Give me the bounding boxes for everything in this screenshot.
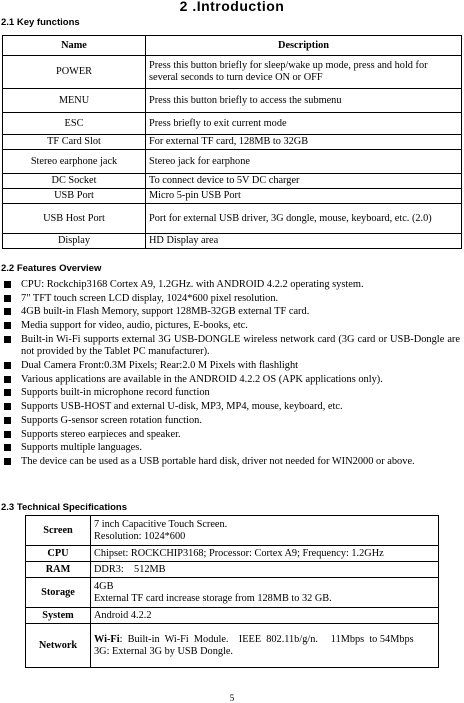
page-number: 5 (229, 693, 235, 703)
spec-line (94, 634, 435, 646)
feature-text: Various applications are available in the ANDROID 4.2.2 OS (APK applications only). (21, 373, 383, 385)
feature-text: Built-in Wi-Fi supports external 3G USB-DONGLE wireless network card (3G card or USB-Dongle are not provided by the Tablet PC manufacturer). (21, 333, 460, 358)
spec-label: System (26, 608, 91, 624)
table-row (3, 204, 462, 234)
list-item (4, 279, 460, 291)
list-item (4, 320, 460, 332)
list-item (4, 442, 460, 454)
square-bullet-icon (4, 281, 11, 288)
list-item (4, 387, 460, 399)
list-item (4, 293, 460, 305)
features-list (4, 279, 460, 470)
spec-value (91, 578, 439, 608)
feature-text: Supports USB-HOST and external U-disk, MP3, MP4, mouse, keyboard, etc. (21, 401, 343, 413)
key-name: ESC (3, 113, 146, 135)
column-header-name: Name (3, 36, 146, 56)
square-bullet-icon (4, 322, 11, 329)
square-bullet-icon (4, 431, 11, 438)
table-row (26, 608, 439, 624)
feature-text: CPU: Rockchip3168 Cortex A9, 1.2GHz. with ANDROID 4.2.2 operating system. (21, 279, 364, 290)
section-heading-features: 2.2 Features Overview (1, 263, 102, 274)
wifi-label: Wi-Fi (94, 633, 120, 645)
feature-text: Media support for video, audio, pictures, E-books, etc. (21, 320, 248, 332)
section-heading-specifications: 2.3 Technical Specifications (1, 502, 128, 513)
square-bullet-icon (4, 336, 11, 343)
table-header-row (3, 36, 462, 56)
key-name: POWER (3, 56, 146, 89)
key-description: For external TF card, 128MB to 32GB (146, 135, 462, 150)
key-description: Press briefly to exit current mode (146, 113, 462, 135)
table-row (3, 174, 462, 189)
key-functions-table (2, 35, 462, 249)
table-row (3, 234, 462, 249)
key-name: Display (3, 234, 146, 249)
table-row (3, 150, 462, 174)
spec-value: Chipset: ROCKCHIP3168; Processor: Cortex A9; Frequency: 1.2GHz (91, 546, 439, 562)
list-item (4, 429, 460, 441)
table-row (26, 546, 439, 562)
spec-line: 4GB (94, 580, 114, 592)
key-description: To connect device to 5V DC charger (146, 174, 462, 189)
feature-text: 4GB built-in Flash Memory, support 128MB-32GB external TF card. (21, 306, 310, 318)
table-row (26, 516, 439, 546)
list-item (4, 415, 460, 427)
column-header-description: Description (146, 36, 462, 56)
list-item (4, 360, 460, 372)
feature-text: 7" TFT touch screen LCD display, 1024*600 pixel resolution. (21, 292, 279, 304)
feature-text: Supports built-in microphone record function (21, 387, 210, 399)
feature-text: Dual Camera Front:0.3M Pixels; Rear:2.0 M Pixels with flashlight (21, 359, 299, 371)
square-bullet-icon (4, 376, 11, 383)
table-row (26, 562, 439, 578)
table-row (3, 189, 462, 204)
wifi-text: : Built-in Wi-Fi Module. IEEE 802.11b/g/n. 11Mbps to 54Mbps (119, 633, 414, 645)
key-name: USB Port (3, 189, 146, 204)
chapter-title: 2 .Introduction (179, 0, 285, 14)
key-description: Micro 5-pin USB Port (146, 189, 462, 204)
key-name: TF Card Slot (3, 135, 146, 150)
feature-text: Supports stereo earpieces and speaker. (21, 428, 181, 440)
table-row (26, 624, 439, 668)
table-row (3, 56, 462, 89)
list-item (4, 374, 460, 386)
key-description: HD Display area (146, 234, 462, 249)
spec-value (91, 516, 439, 546)
table-row (3, 135, 462, 150)
square-bullet-icon (4, 444, 11, 451)
spec-line: 7 inch Capacitive Touch Screen. (94, 518, 228, 530)
square-bullet-icon (4, 403, 11, 410)
square-bullet-icon (4, 362, 11, 369)
square-bullet-icon (4, 458, 11, 465)
key-description: Press this button briefly for sleep/wake up mode, press and hold for several seconds to turn device ON or OFF (146, 56, 462, 89)
spec-label: RAM (26, 562, 91, 578)
key-name: DC Socket (3, 174, 146, 189)
feature-text: The device can be used as a USB portable hard disk, driver not needed for WIN2000 or above. (21, 456, 415, 468)
key-description: Press this button briefly to access the submenu (146, 89, 462, 113)
spec-line: 3G: External 3G by USB Dongle. (94, 645, 233, 657)
section-heading-key-functions: 2.1 Key functions (1, 17, 80, 28)
spec-value (91, 624, 439, 668)
spec-value: Android 4.2.2 (91, 608, 439, 624)
square-bullet-icon (4, 308, 11, 315)
key-name: MENU (3, 89, 146, 113)
key-description: Stereo jack for earphone (146, 150, 462, 174)
list-item (4, 456, 460, 468)
spec-line: Resolution: 1024*600 (94, 530, 186, 542)
feature-text: Supports multiple languages. (21, 442, 142, 454)
spec-label: CPU (26, 546, 91, 562)
table-row (3, 89, 462, 113)
spec-label: Storage (26, 578, 91, 608)
square-bullet-icon (4, 417, 11, 424)
feature-text: Supports G-sensor screen rotation function. (21, 414, 202, 426)
specifications-table (25, 515, 439, 668)
table-row (26, 578, 439, 608)
square-bullet-icon (4, 295, 11, 302)
square-bullet-icon (4, 389, 11, 396)
key-name: USB Host Port (3, 204, 146, 234)
list-item (4, 334, 460, 359)
spec-value: DDR3: 512MB (91, 562, 439, 578)
table-row (3, 113, 462, 135)
spec-label: Screen (26, 516, 91, 546)
list-item (4, 401, 460, 413)
key-name: Stereo earphone jack (3, 150, 146, 174)
spec-line: External TF card increase storage from 128MB to 32 GB. (94, 592, 332, 604)
list-item (4, 306, 460, 318)
key-description: Port for external USB driver, 3G dongle, mouse, keyboard, etc. (2.0) (146, 204, 462, 234)
spec-label: Network (26, 624, 91, 668)
